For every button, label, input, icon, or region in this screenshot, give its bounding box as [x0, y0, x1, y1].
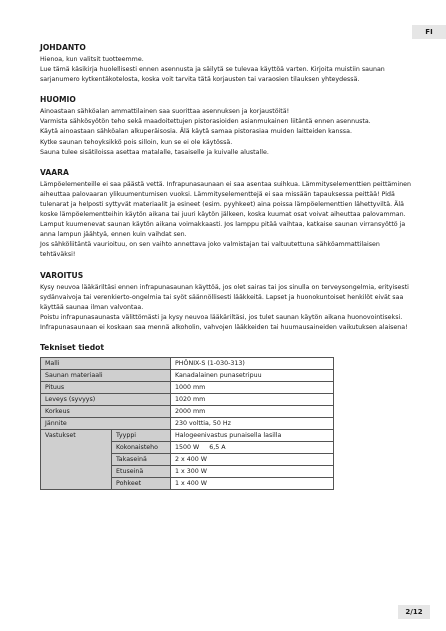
table-row — [41, 405, 334, 417]
label-cell: Malli — [41, 357, 171, 369]
value-cell: 1000 mm — [171, 381, 334, 393]
section-title: VAROITUS — [40, 270, 84, 280]
paragraph: Poistu infrapunasaunasta välittömästi ja kysy neuvoa lääkäriltäsi, jos tulet saunan käytön aikana huonovointiseksi. Infrapunasaunaan ei koskaan saa mennä alkoholin, vahvojen lääkkeiden tai huumausaineiden vaikutuksen alaisena! — [40, 313, 408, 331]
table-row — [41, 369, 334, 381]
section-title: HUOMIO — [40, 95, 76, 105]
paragraph: Lamput kuumenevat saunan käytön aikana voimakkaasti. Jos lamppu pitää vaihtaa, katkaise saunan virransyöttö ja anna lampun jäähtyä, ennen kuin vaihdat sen. — [40, 221, 406, 239]
value-cell: 2 x 400 W — [171, 453, 334, 465]
table-row — [41, 417, 334, 429]
table-row — [41, 429, 334, 441]
label-cell: Jännite — [41, 417, 171, 429]
document-body — [40, 42, 415, 490]
paragraph: Sauna tulee sisätiloissa asettaa matalalle, tasaiselle ja kuivalle alustalle. — [40, 148, 269, 156]
section-varoitus — [40, 270, 415, 333]
value-cell: Halogeenivastus punaisella lasilla — [171, 429, 334, 441]
label-cell: Leveys (syvyys) — [41, 393, 171, 405]
section-title: VAARA — [40, 167, 69, 177]
page-number: 2/12 — [398, 605, 430, 619]
language-badge: FI — [412, 25, 446, 39]
label-cell-vastukset: Vastukset — [41, 429, 112, 489]
section-specs — [40, 342, 415, 490]
table-row — [41, 357, 334, 369]
sublabel-cell: Takaseinä — [112, 453, 171, 465]
paragraph: Lämpöelementeille ei saa päästä vettä. Infrapunasaunaan ei saa asentaa suihkua. Lämmityselementtien peittäminen aiheuttaa palovaaran ylikuumentumisen vuoksi. Lämmityselementtejä ei saa missään tapauksessa peittää! Pidä tulenarat ja helposti syttyvät materiaalit ja esineet (esim. pyyhkeet) aina poissa lämpöelementtien lähettyviltä. Älä koske lämpöelementteihin käytön aikana tai juuri käytön jälkeen, koska kuumat osat voivat aiheuttaa palovamman. — [40, 180, 412, 219]
sublabel-cell: Etuseinä — [112, 465, 171, 477]
table-row — [41, 381, 334, 393]
specs-title: Tekniset tiedot — [40, 342, 104, 352]
value-cell: Kanadalainen punasetripuu — [171, 369, 334, 381]
specs-table — [40, 357, 334, 490]
value-cell: 1020 mm — [171, 393, 334, 405]
paragraph: Hienoa, kun valitsit tuotteemme. — [40, 56, 144, 63]
label-cell: Saunan materiaali — [41, 369, 171, 381]
value-cell: 1500 W 6,5 A — [171, 441, 334, 453]
paragraph: Käytä ainoastaan sähköalan alkuperäisosia. Älä käytä samaa pistorasiaa muiden laitteiden kanssa. — [40, 128, 352, 136]
section-title: JOHDANTO — [40, 43, 86, 52]
value-cell: 2000 mm — [171, 405, 334, 417]
paragraph: Kysy neuvoa lääkäriltäsi ennen infrapunasaunan käyttöä, jos olet sairas tai jos sinulla on terveysongelmia, erityisesti sydänvaivoja tai verenkierto-ongelmia tai syöt säännöllisesti lääkkeitä. Lapset ja huonokuntoiset henkilöt eivät saa käyttää saunaa ilman valvontaa. — [40, 283, 409, 311]
value-cell: 230 volttia, 50 Hz — [171, 417, 334, 429]
label-cell: Korkeus — [41, 405, 171, 417]
section-johdanto — [40, 42, 415, 85]
value-cell: PHÖNIX-S (1-030-313) — [171, 357, 334, 369]
sublabel-cell: Pohkeet — [112, 477, 171, 489]
paragraph: Ainoastaan sähköalan ammattilainen saa suorittaa asennuksen ja korjaustöitä! — [40, 108, 290, 116]
label-cell: Pituus — [41, 381, 171, 393]
paragraph: Kytke saunan tehoyksikkö pois silloin, kun se ei ole käytössä. — [40, 138, 233, 146]
sublabel-cell: Kokonaisteho — [112, 441, 171, 453]
paragraph: Varmista sähkösyötön teho sekä maadoitettujen pistorasioiden asianmukainen liitäntä ennen asennusta. — [40, 118, 371, 126]
section-vaara — [40, 167, 415, 261]
sublabel-cell: Tyyppi — [112, 429, 171, 441]
paragraph: Lue tämä käsikirja huolellisesti ennen asennusta ja säilytä se tulevaa käyttöä varten. Kirjoita muistiin saunan sarjanumero kytkentäkotelosta, koska voit tarvita tätä korjausten tai varaosien tilauksen yhteydessä. — [40, 66, 385, 84]
value-cell: 1 x 300 W — [171, 465, 334, 477]
section-huomio — [40, 94, 415, 157]
value-cell: 1 x 400 W — [171, 477, 334, 489]
table-row — [41, 393, 334, 405]
paragraph: Jos sähköliitäntä vaurioituu, on sen vaihto annettava joko valmistajan tai valtuutettuna sähköammattilaisen tehtäväksi! — [40, 241, 380, 259]
